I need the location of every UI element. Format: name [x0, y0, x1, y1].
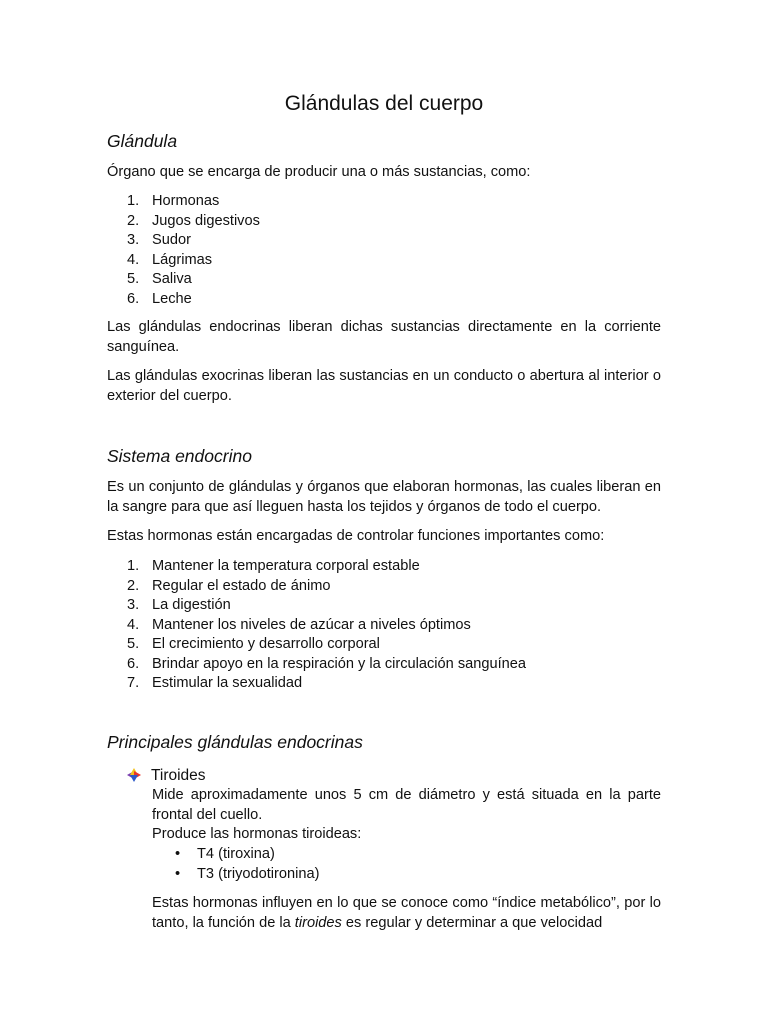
section-heading-principales: Principales glándulas endocrinas	[107, 732, 363, 752]
list-item: 3. La digestión	[127, 597, 231, 613]
gland-description: Mide aproximadamente unos 5 cm de diámetro y está situada en la parte frontal del cuello.	[152, 787, 661, 823]
gland-tiroides	[127, 765, 661, 1005]
paragraph-sistema-definition: Es un conjunto de glándulas y órganos que elaboran hormonas, las cuales liberan en la sangre para que así lleguen hasta los tejidos y órganos de todo el cuerpo.	[107, 479, 661, 515]
list-item: 3. Sudor	[127, 232, 191, 248]
list-item: 1. Hormonas	[127, 193, 220, 209]
list-item: 1. Mantener la temperatura corporal estable	[127, 558, 420, 574]
gland-title	[127, 765, 661, 786]
list-item: • T4 (tiroxina)	[175, 846, 275, 862]
bullet-dot-icon: •	[175, 846, 181, 862]
list-item: 5. El crecimiento y desarrollo corporal	[127, 636, 380, 652]
funciones-list	[107, 557, 661, 694]
paragraph-exocrinas: Las glándulas exocrinas liberan las sustancias en un conducto o abertura al interior o exterior del cuerpo.	[107, 368, 661, 404]
arrow-bullet-icon	[127, 767, 141, 781]
list-item: 7. Estimular la sexualidad	[127, 675, 303, 691]
paragraph-endocrinas: Las glándulas endocrinas liberan dichas sustancias directamente en la corriente sanguínea.	[107, 319, 661, 355]
glandula-products-list	[107, 192, 661, 309]
list-item: 6. Leche	[127, 290, 192, 307]
list-item: 2. Jugos digestivos	[127, 212, 260, 229]
gland-name: Tiroides	[151, 767, 206, 784]
section-heading-sistema-endocrino: Sistema endocrino	[107, 446, 252, 466]
section-heading-glandula: Glándula	[107, 131, 178, 151]
list-item: 4. Lágrimas	[127, 251, 213, 268]
bullet-dot-icon: •	[175, 866, 181, 882]
emphasis-tiroides: tiroides	[294, 914, 342, 931]
hormones-list	[175, 844, 655, 884]
page-title: Glándulas del cuerpo	[284, 92, 484, 115]
gland-hormones-intro: Produce las hormonas tiroideas:	[152, 826, 362, 842]
gland-function-paragraph: Estas hormonas influyen en lo que se conoce como “índice metabólico”, por lo tanto, la función de la tiroides es regular y determinar a que velocidad	[152, 895, 661, 931]
list-item: 5. Saliva	[127, 271, 192, 287]
paragraph-funciones-intro: Estas hormonas están encargadas de controlar funciones importantes como:	[107, 528, 605, 544]
list-item: 2. Regular el estado de ánimo	[127, 577, 331, 594]
section-intro: Órgano que se encarga de producir una o más sustancias, como:	[107, 164, 531, 180]
list-item: • T3 (triyodotironina)	[175, 866, 320, 882]
list-item: 4. Mantener los niveles de azúcar a niveles óptimos	[127, 616, 471, 633]
list-item: 6. Brindar apoyo en la respiración y la circulación sanguínea	[127, 655, 526, 672]
